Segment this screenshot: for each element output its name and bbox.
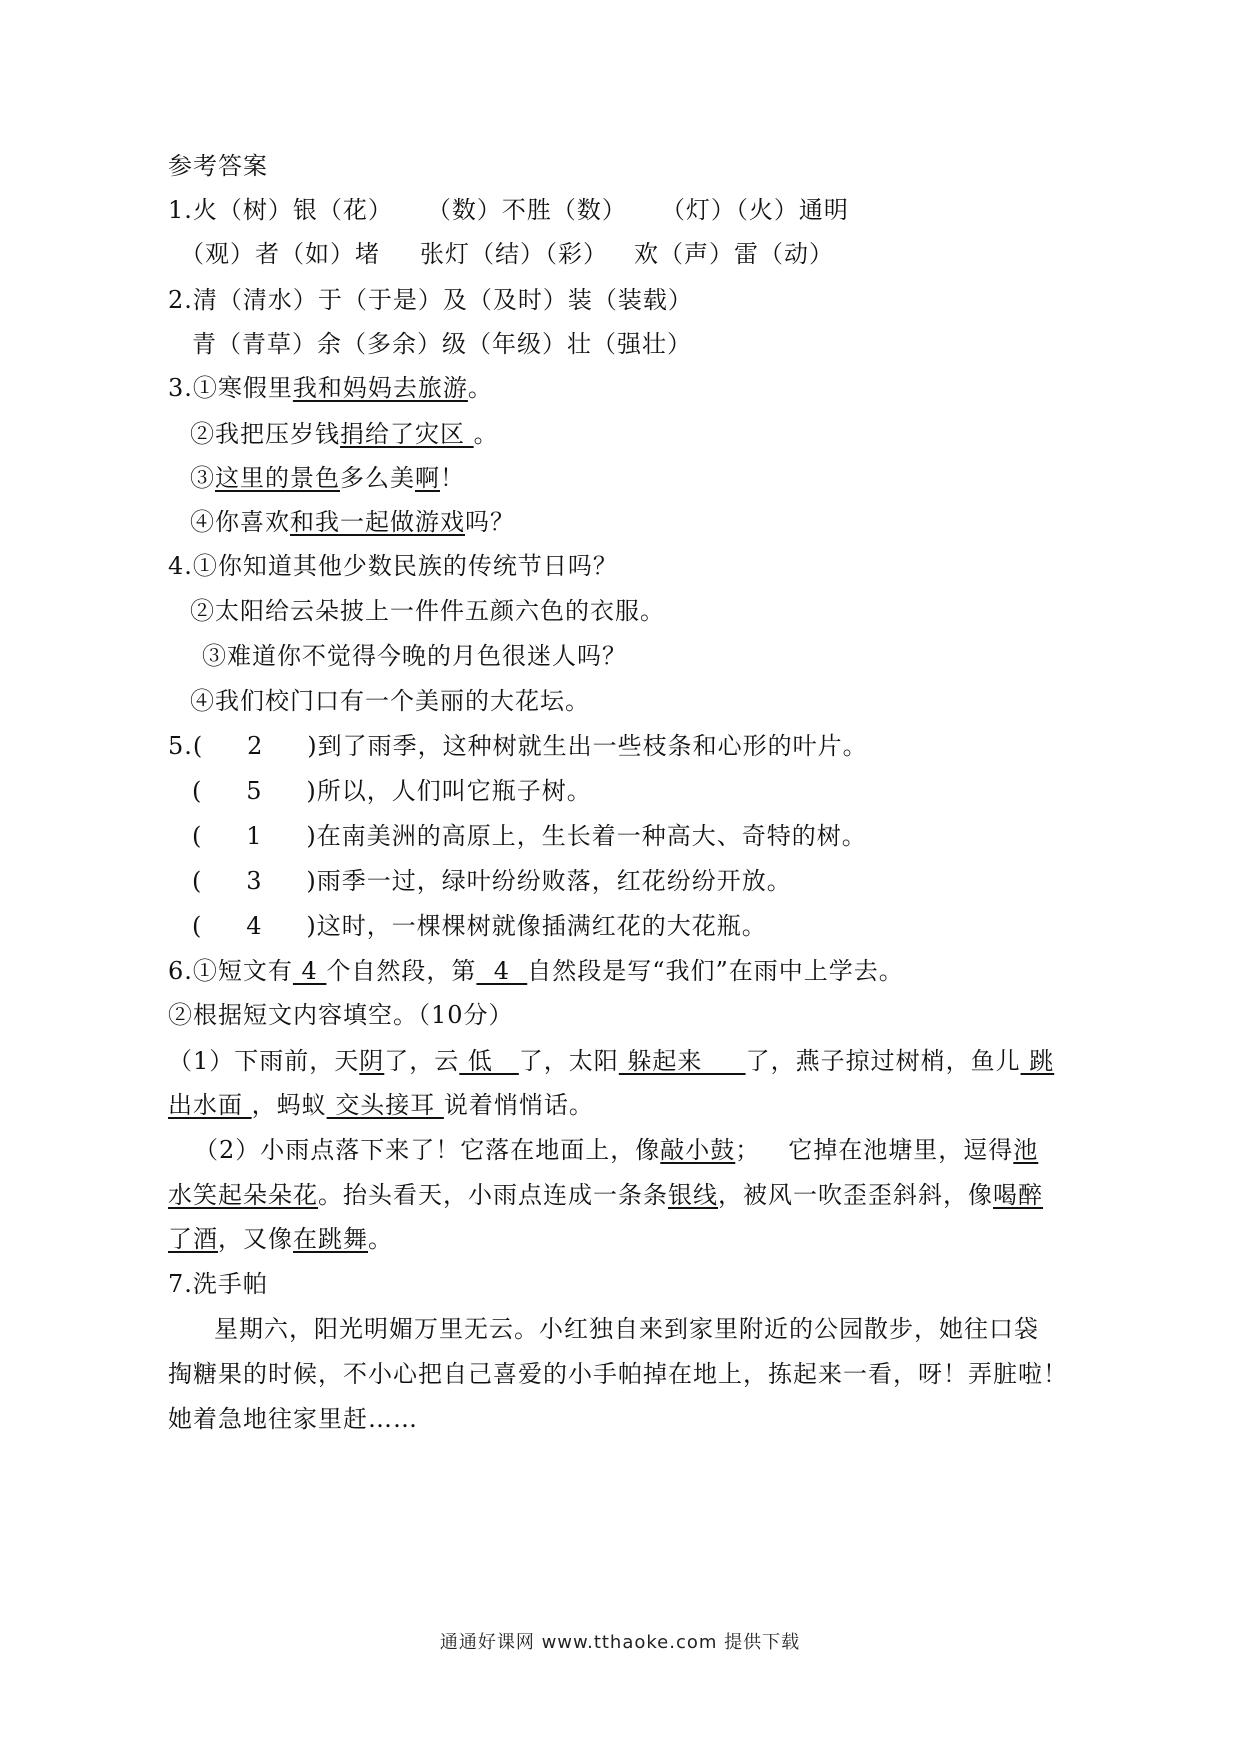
q3-i3-num: ③ bbox=[190, 464, 215, 492]
q3-i1-pre: 3.①寒假里 bbox=[168, 374, 293, 402]
q3-i2-underline: 捐给了灾区 bbox=[340, 420, 474, 448]
q6-c2-t2: 说着悄悄话。 bbox=[443, 1091, 594, 1119]
q6-d2-blank-3: 喝醉 bbox=[993, 1181, 1043, 1209]
q5-order-2: 5 bbox=[246, 777, 263, 805]
q5-open-2: ( bbox=[192, 777, 203, 805]
q6-d3-blank-1: 了酒 bbox=[168, 1225, 218, 1253]
q5-text-1: )到了雨季，这种树就生出一些枝条和心形的叶片。 bbox=[307, 732, 868, 760]
q5-row-1 bbox=[168, 730, 868, 762]
q6-a-post: 自然段是写“我们”在雨中上学去。 bbox=[527, 957, 904, 985]
q3-item-1 bbox=[168, 372, 493, 404]
q6-d1-blank-1: 敲小鼓 bbox=[660, 1136, 736, 1164]
q6-c1-blank-4: 跳 bbox=[1020, 1047, 1055, 1075]
q6-d-line-3 bbox=[168, 1223, 393, 1255]
q3-i1-post: 。 bbox=[467, 374, 493, 402]
q1-l2b: 张灯（结）（彩） bbox=[420, 240, 608, 268]
q4-line-3: ③难道你不觉得今晚的月色很迷人吗？ bbox=[202, 642, 627, 670]
q3-i2-pre: ②我把压岁钱 bbox=[190, 420, 340, 448]
q5-text-4: )雨季一过，绿叶纷纷败落，红花纷纷开放。 bbox=[306, 867, 792, 895]
q6-d2-t1: 。抬头看天，小雨点连成一条条 bbox=[318, 1181, 668, 1209]
q2-line-1: 2.清（清水）于（于是）及（及时）装（装载） bbox=[168, 286, 693, 314]
q6-c-line-1 bbox=[168, 1045, 1054, 1077]
q3-i3-underline-1: 这里的景色 bbox=[215, 464, 340, 492]
q6-c1-blank-1: 阴 bbox=[359, 1047, 385, 1075]
q3-i3-post: ！ bbox=[440, 464, 465, 492]
q6-d3-blank-2: 在跳舞 bbox=[293, 1225, 368, 1253]
q2-line-2: 青（青草）余（多余）级（年级）壮（强壮） bbox=[192, 330, 692, 358]
q5-order-3: 1 bbox=[246, 822, 263, 850]
q6-a-mid: 个自然段，第 bbox=[326, 957, 477, 985]
q3-i4-pre: ④你喜欢 bbox=[190, 508, 290, 536]
q5-prefix: 5. bbox=[168, 732, 193, 760]
q5-text-5: )这时，一棵棵树就像插满红花的大花瓶。 bbox=[306, 912, 767, 940]
q3-i3-underline-2: 啊 bbox=[415, 464, 440, 492]
q6-d3-t1: ，又像 bbox=[218, 1225, 293, 1253]
q1-line-1 bbox=[168, 194, 849, 226]
q5-row-4 bbox=[192, 865, 792, 897]
q6-d-line-2 bbox=[168, 1179, 1043, 1211]
q3-i1-underline: 我和妈妈去旅游 bbox=[292, 374, 468, 402]
q5-row-3 bbox=[192, 820, 867, 852]
q3-item-4 bbox=[190, 506, 515, 538]
q7-paragraph-line-1: 星期六，阳光明媚万里无云。小红独自来到家里附近的公园散步，她往口袋 bbox=[214, 1315, 1039, 1343]
q6-a-blank-1: 4 bbox=[292, 957, 327, 985]
q5-order-4: 3 bbox=[246, 867, 263, 895]
q5-open-4: ( bbox=[192, 867, 203, 895]
q3-item-3 bbox=[190, 462, 465, 494]
q6-d3-t2: 。 bbox=[368, 1225, 393, 1253]
q1-l1c: （灯）（火）通明 bbox=[660, 196, 849, 224]
q6-d2-blank-1: 水笑起朵朵花 bbox=[168, 1181, 318, 1209]
q4-line-2: ②太阳给云朵披上一件件五颜六色的衣服。 bbox=[190, 597, 665, 625]
q6-c2-t1: ，蚂蚁 bbox=[251, 1091, 327, 1119]
q4-line-4: ④我们校门口有一个美丽的大花坛。 bbox=[190, 687, 590, 715]
q6-d2-t2: ，被风一吹歪歪斜斜，像 bbox=[718, 1181, 993, 1209]
q6-c2-blank-2: 交头接耳 bbox=[326, 1091, 444, 1119]
q6-c-line-2 bbox=[168, 1089, 594, 1121]
q1-l1b: （数）不胜（数） bbox=[426, 196, 627, 224]
q6-d2-blank-2: 银线 bbox=[668, 1181, 718, 1209]
q1-l1a: 1.火（树）银（花） bbox=[168, 196, 393, 224]
q6-c2-blank-1: 出水面 bbox=[168, 1091, 252, 1119]
q3-i4-post: 吗？ bbox=[465, 508, 515, 536]
q5-order-1: 2 bbox=[247, 732, 264, 760]
q3-item-2 bbox=[190, 418, 499, 450]
footer-credit: 通通好课网 www.tthaoke.com 提供下载 bbox=[439, 1632, 801, 1653]
q6-part-b: ②根据短文内容填空。（10分） bbox=[168, 1001, 514, 1029]
q6-c1-t1: 了，云 bbox=[384, 1047, 460, 1075]
q6-part-a bbox=[168, 955, 904, 987]
q6-d1-t2: 它掉在池塘里，逗得 bbox=[788, 1136, 1014, 1164]
q7-paragraph-line-3: 她着急地往家里赶…… bbox=[168, 1405, 418, 1433]
q6-d1-blank-2: 池 bbox=[1013, 1136, 1039, 1164]
q6-c1-blank-3: 躲起来 bbox=[618, 1047, 746, 1075]
q6-c1-pre: （1）下雨前，天 bbox=[168, 1047, 360, 1075]
q6-a-pre: 6.①短文有 bbox=[168, 957, 293, 985]
q1-l2a: （观）者（如）堵 bbox=[180, 240, 380, 268]
q3-i3-mid: 多么美 bbox=[340, 464, 415, 492]
q7-heading: 7.洗手帕 bbox=[168, 1270, 268, 1298]
answer-title: 参考答案 bbox=[168, 152, 268, 180]
q5-open-5: ( bbox=[192, 912, 203, 940]
q6-c1-t3: 了，燕子掠过树梢，鱼儿 bbox=[745, 1047, 1021, 1075]
q3-i4-underline: 和我一起做游戏 bbox=[290, 508, 465, 536]
q5-order-5: 4 bbox=[246, 912, 263, 940]
q3-i2-post: 。 bbox=[473, 420, 499, 448]
q5-text-2: )所以，人们叫它瓶子树。 bbox=[306, 777, 592, 805]
q1-line-2 bbox=[180, 238, 834, 270]
q6-c1-blank-2: 低 bbox=[459, 1047, 519, 1075]
q5-open-3: ( bbox=[192, 822, 203, 850]
q5-row-5 bbox=[192, 910, 767, 942]
q6-c1-t2: 了，太阳 bbox=[518, 1047, 619, 1075]
q5-row-2 bbox=[192, 775, 592, 807]
q5-text-3: )在南美洲的高原上，生长着一种高大、奇特的树。 bbox=[306, 822, 867, 850]
q6-a-blank-2: 4 bbox=[476, 957, 528, 985]
q6-d1-t1: ； bbox=[735, 1136, 761, 1164]
q6-d1-pre: （2）小雨点落下来了！它落在地面上，像 bbox=[194, 1136, 661, 1164]
q6-d-line-1 bbox=[194, 1134, 1038, 1166]
q4-line-1: 4.①你知道其他少数民族的传统节日吗？ bbox=[168, 552, 618, 580]
q5-open-1: ( bbox=[192, 732, 204, 760]
q7-paragraph-line-2: 掏糖果的时候，不小心把自己喜爱的小手帕掉在地上，拣起来一看，呀！弄脏啦！ bbox=[168, 1360, 1068, 1388]
q1-l2c: 欢（声）雷（动） bbox=[634, 240, 834, 268]
